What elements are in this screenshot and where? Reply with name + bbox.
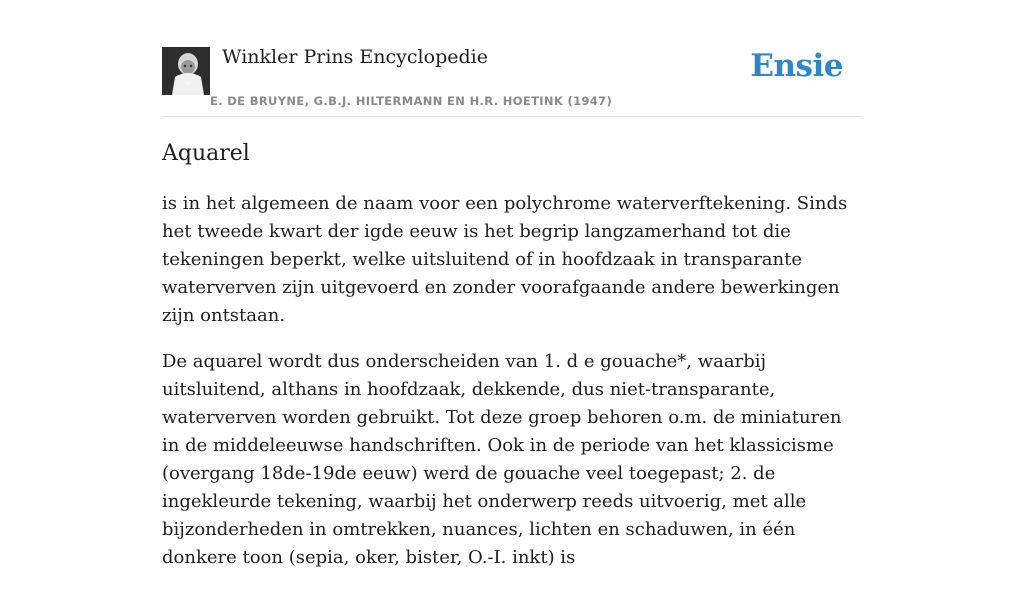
article-title: Aquarel <box>162 141 250 166</box>
authors-subtitle: E. DE BRUYNE, G.B.J. HILTERMANN EN H.R. HOETINK (1947) <box>210 94 613 108</box>
article-paragraph-2: De aquarel wordt dus onderscheiden van 1. d e gouache*, waarbij uitsluitend, althans in hoofdzaak, dekkende, dus niet-transparante, waterverven worden gebruikt. Tot deze groep behoren o.m. de miniaturen in de middeleeuwse handschriften. Ook in de periode van het klassicisme (overgang 18de-19de eeuw) werd de gouache veel toegepast; 2. de ingekleurde tekening, waarbij het onderwerp reeds uitvoerig, met alle bijzonderheden in omtrekken, nuances, lichten en schaduwen, in één donkere toon (sepia, oker, bister, O.-I. inkt) is <box>162 351 842 568</box>
author-portrait-icon <box>162 47 210 95</box>
site-title: Winkler Prins Encyclopedie <box>222 46 488 68</box>
article-paragraph-1: is in het algemeen de naam voor een polychrome waterverftekening. Sinds het tweede kwart der igde eeuw is het begrip langzamerhand tot die tekeningen beperkt, welke uitsluitend of in hoofdzaak in transparante waterverven zijn uitgevoerd en zonder voorafgaande andere bewerkingen zijn ontstaan. <box>162 193 848 326</box>
site-header <box>162 44 862 117</box>
article <box>162 138 862 590</box>
ensie-logo-link[interactable]: Ensie <box>750 48 843 84</box>
